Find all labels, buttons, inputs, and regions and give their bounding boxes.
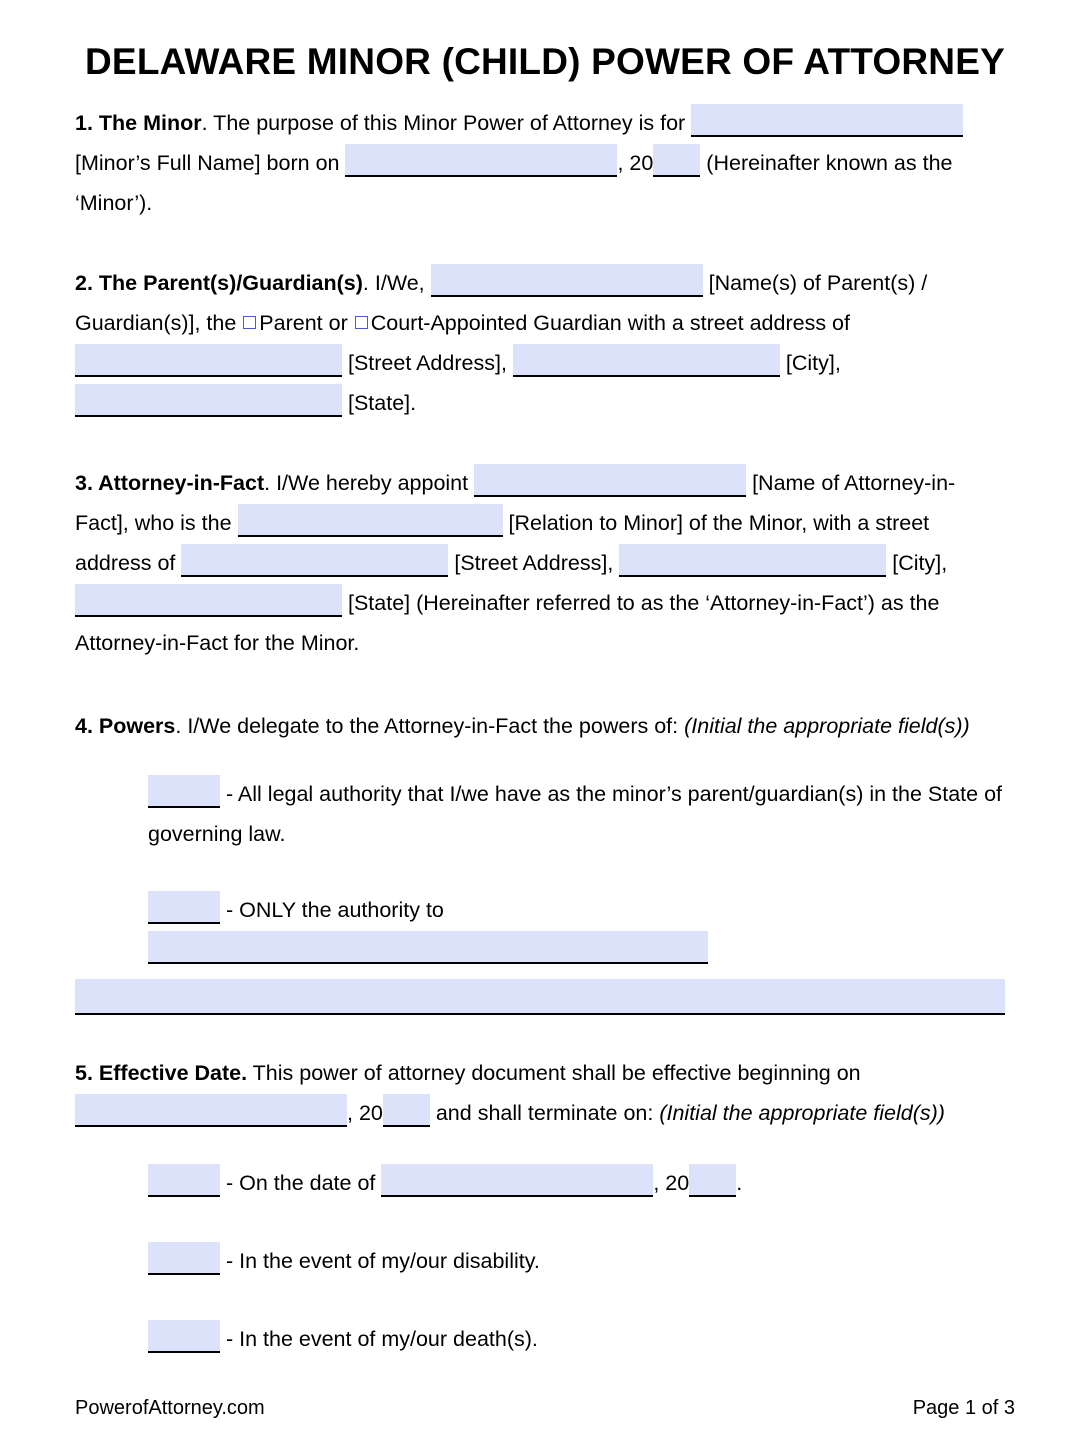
minor-birth-year-field[interactable] [653, 144, 700, 177]
footer-page-number: Page 1 of 3 [912, 1397, 1015, 1419]
attorney-relation-field[interactable] [238, 504, 503, 537]
termination-death-label: - In the event of my/our death(s). [220, 1327, 538, 1351]
section-parents-guardians [75, 263, 1005, 423]
section-3-text-6: [State] (Hereinafter referred to as the ‘Attorney-in-Fact’) as the Attorney-in-Fact for the Minor. [75, 591, 940, 655]
section-3-text-1: . I/We hereby appoint [264, 471, 475, 495]
parent-state-field[interactable] [75, 384, 342, 417]
termination-option-death [148, 1319, 1005, 1359]
section-3-heading: 3. Attorney-in-Fact [75, 471, 265, 495]
effective-year-field[interactable] [383, 1094, 430, 1127]
attorney-state-field[interactable] [75, 584, 342, 617]
termination-on-date-label-mid: , 20 [653, 1171, 690, 1195]
powers-option-all [148, 774, 1005, 854]
section-5-text-3: and shall terminate on: [429, 1101, 660, 1125]
section-2-heading: 2. The Parent(s)/Guardian(s) [75, 271, 363, 295]
parent-guardian-name-field[interactable] [431, 264, 703, 297]
footer-site-name: PowerofAttorney.com [75, 1397, 265, 1419]
section-2-text-5: [City], [779, 351, 841, 375]
page-footer [75, 1397, 1015, 1420]
checkbox-parent[interactable] [243, 316, 256, 329]
termination-disability-row [148, 1241, 1005, 1281]
section-effective-date [75, 1053, 1005, 1133]
termination-date-initial-field[interactable] [148, 1164, 220, 1197]
section-1-text-4: (Hereinafter known as the ‘Minor’). [75, 151, 953, 215]
section-2-text-3: with a street address of [621, 311, 850, 335]
section-5-text-1: This power of attorney document shall be effective beginning on [247, 1061, 861, 1085]
section-3-text-5: [City], [886, 551, 948, 575]
section-3-text-2: [Name of Attorney-in-Fact], who is the [75, 471, 956, 535]
checkbox-guardian-label: Court-Appointed Guardian [370, 311, 622, 335]
section-5-text-2: , 20 [347, 1101, 383, 1125]
section-2-text-6: [State]. [342, 391, 417, 415]
termination-year-field[interactable] [689, 1164, 736, 1197]
termination-on-date-label-pre: - On the date of [220, 1171, 382, 1195]
powers-only-description-line2-wrap [75, 979, 1005, 1015]
powers-only-description-field-line2[interactable] [75, 979, 1005, 1015]
checkbox-court-appointed-guardian[interactable] [355, 316, 368, 329]
section-3-text-4: [Street Address], [448, 551, 620, 575]
termination-option-on-date [148, 1163, 1005, 1203]
powers-option-all-row [148, 774, 1005, 854]
effective-date-field[interactable] [75, 1094, 347, 1127]
parent-city-field[interactable] [513, 344, 780, 377]
termination-disability-initial-field[interactable] [148, 1242, 220, 1275]
section-4-text-1: . I/We delegate to the Attorney-in-Fact the powers of: [175, 714, 685, 738]
termination-on-date-label-end: . [736, 1171, 743, 1195]
section-1-text-2: [Minor’s Full Name] born on [75, 151, 346, 175]
section-powers [75, 706, 1005, 746]
termination-on-date-row [148, 1163, 1005, 1203]
section-3-text-3: [Relation to Minor] of the Minor, with a street address of [75, 511, 930, 575]
section-5-heading: 5. Effective Date. [75, 1061, 248, 1085]
powers-only-description-field-line1[interactable] [148, 931, 708, 964]
termination-option-disability [148, 1241, 1005, 1281]
attorney-city-field[interactable] [619, 544, 886, 577]
attorney-in-fact-name-field[interactable] [474, 464, 746, 497]
section-attorney-in-fact [75, 463, 1005, 663]
section-1-heading: 1. The Minor [75, 111, 202, 135]
minor-full-name-field[interactable] [691, 104, 963, 137]
page-title: DELAWARE MINOR (CHILD) POWER OF ATTORNEY [85, 40, 1005, 82]
powers-option-all-label: - All legal authority that I/we have as the minor’s parent/guardian(s) in the State of governing law. [148, 782, 1002, 846]
minor-birth-date-field[interactable] [345, 144, 617, 177]
checkbox-parent-label: Parent [259, 311, 323, 335]
powers-option-only [148, 890, 1005, 970]
section-4-instruction: (Initial the appropriate field(s)) [684, 714, 970, 738]
powers-option-only-label: - ONLY the authority to [220, 898, 444, 922]
section-the-minor [75, 103, 1005, 223]
section-2-text-4: [Street Address], [342, 351, 513, 375]
document-body [75, 103, 1005, 1359]
powers-all-initial-field[interactable] [148, 775, 220, 808]
termination-date-field[interactable] [381, 1164, 653, 1197]
attorney-street-address-field[interactable] [181, 544, 448, 577]
powers-only-initial-field[interactable] [148, 891, 220, 924]
section-2-text-2: [Name(s) of Parent(s) / Guardian(s)], the [75, 271, 928, 335]
section-1-text-1: . The purpose of this Minor Power of Attorney is for [201, 111, 692, 135]
section-2-or: or [322, 311, 354, 335]
parent-street-address-field[interactable] [75, 344, 342, 377]
section-4-heading: 4. Powers [75, 714, 176, 738]
section-2-text-1: . I/We, [362, 271, 431, 295]
termination-disability-label: - In the event of my/our disability. [220, 1249, 540, 1273]
termination-death-row [148, 1319, 1005, 1359]
powers-option-only-row [148, 890, 1005, 970]
section-1-text-3: , 20 [617, 151, 654, 175]
termination-death-initial-field[interactable] [148, 1320, 220, 1353]
section-5-instruction: (Initial the appropriate field(s)) [659, 1101, 945, 1125]
